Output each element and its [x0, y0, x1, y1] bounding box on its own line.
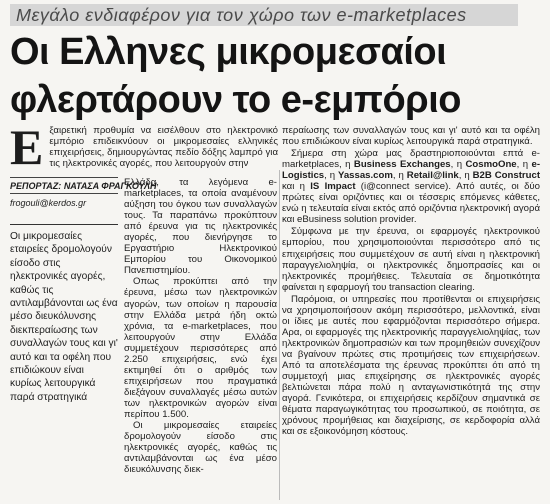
kicker-banner: [10, 4, 518, 26]
sep: , η: [324, 170, 336, 182]
sidebar: [10, 177, 157, 404]
col3-p2-tail: (i@connect service). Από αυτές, οι δύο πρώτες είναι οριζόντιες και οι τέσσερις επόμενες κάθετες, ενώ η τελευταία είναι εκτός από οριζόντια ηλεκτρονική αγορά και eBusiness solution provider.: [282, 181, 540, 226]
brand-retaillink: Retail@link: [406, 170, 459, 182]
brand-is-impact: IS Impact: [310, 181, 356, 193]
article-column-3: [282, 125, 540, 438]
byline-author: ΝΑΤΑΣΑ ΦΡΑΓΚΟΥΛΗ: [63, 181, 157, 191]
sep: και η: [282, 181, 305, 193]
brand-business-exchanges: Business Exchanges: [353, 159, 451, 171]
headline-line-1: Οι Ελληνες μικρομεσαίοι: [10, 31, 447, 73]
intro-paragraph: [10, 119, 278, 175]
article-column-2: [124, 177, 277, 475]
col3-paragraph-4: Παρόμοια, οι υπηρεσίες που προτίθενται οι επιχειρήσεις να χρησιμοποιήσουν ακόμη περισσότερο, μελλοντικά, είναι οι ίδιες με αυτές που εφαρμόζονται περισσότερο σήμερα. Αρα, οι εφαρμογές της ηλεκτρονικής παραγγελιοληψίας, των ηλεκτρονικών δημοπρασιών και των προμηθειών συνεχίζουν να βγαίνουν πρώτες στις προτιμήσεις των επιχειρήσεων. Από τα αποτελέσματα της έρευνας προκύπτει ότι από τη συμμετοχή μιας επιχείρησης σε ηλεκτρονικές αγορές βελτιώνεται πάρα πολύ η ανταγωνιστικότητά της στην αγορά. Γενικότερα, οι επιχειρήσεις κερδίζουν σημαντικά σε θέματα παραγωγικότητας του προσωπικού, σε ποιότητα, σε χρόνους προμήθειας και διαχείρισης, σε κερδοφορία αλλά και σε εξοικονόμηση κόστους.: [282, 293, 540, 438]
sep: , η: [516, 159, 529, 171]
col2-paragraph-2: Οπως προκύπτει από την έρευνα, μέσω των ηλεκτρονικών αγορών, των οποίων η παρουσία στην Ελλάδα μετρά ήδη οκτώ χρόνια, τα e-marketplaces, που λειτουργούν στην Ελλάδα συμμετέχουν περισσότερες από 2.250 επιχειρήσεις, ενώ έχει εκτιμηθεί ότι ο αριθμός των επιχειρήσεων που πραγματικά διεξάγουν συναλλαγές μέσω αυτών των ηλεκτρονικών αγορών είναι περίπου 1.500.: [124, 276, 277, 420]
sep: , η: [458, 170, 470, 182]
brand-cosmoone: CosmoOne: [465, 159, 517, 171]
pull-quote: Οι μικρομεσαίες εταιρείες δρομολογούν είσοδο στις ηλεκτρονικές αγορές, καθώς τις αντιλαμβάνονται ως ένα μέσο διευκόλυνσης διεκπεραίωσης των συναλλαγών τους και γι' αυτό και τα οφέλη που επιδιώκουν είναι κυρίως λειτουργικά παρά στρατηγικά: [10, 224, 118, 404]
col2-paragraph-3: Οι μικρομεσαίες εταιρείες δρομολογούν είσοδο στις ηλεκτρονικές αγορές, καθώς τις αντιλαμβάνονται ως ένα μέσο διευκόλυνσης διεκ-: [124, 420, 277, 476]
drop-cap: Ε: [10, 119, 44, 175]
col3-p2-text: Σήμερα στη χώρα μας δραστηριοποιούνται επτά e-marketplaces, η: [282, 148, 540, 171]
intro-text: ξαιρετική προθυμία να εισέλθουν στο ηλεκτρονικό εμπόριο επιδεικνύουν οι μικρομεσαίες ελληνικές επιχειρήσεις, δημιουργώντας πεδίο δόξης λαμπρό για τις ηλεκτρονικές αγορές, που λειτουργούν στην: [49, 125, 278, 170]
column-divider: [279, 170, 280, 500]
author-email: frogouli@kerdos.gr: [10, 198, 87, 208]
col3-paragraph-3: Σύμφωνα με την έρευνα, οι εφαρμογές ηλεκτρονικού εμπορίου, που χρησιμοποιούνται περισσότερο από τις επιχειρήσεις που συμμετέχουν σε αυτή είναι η ηλεκτρονική παραγγελιοληψία, οι ηλεκτρονικές δημοπρασίες και οι ηλεκτρονικές προμήθειες. Τελευταία σε δημοτικότητα φαίνεται η εφαρμογή του transaction clearing.: [282, 226, 540, 293]
col2-paragraph-1: Ελλάδα, τα λεγόμενα e-marketplaces, τα οποία αναμένουν αύξηση του όγκου των συναλλαγών τους. Τα παραπάνω προκύπτουν από έρευνα για τις ηλεκτρονικές αγορές, που διενήργησε το Εργαστήριο Ηλεκτρονικού Εμπορίου του Οικονομικού Πανεπιστημίου.: [124, 177, 277, 277]
byline: [10, 177, 157, 194]
col3-paragraph-2: [282, 148, 540, 225]
byline-label: ΡΕΠΟΡΤΑΖ:: [10, 181, 62, 191]
brand-b2b-construct: B2B Construct: [472, 170, 541, 182]
headline-line-2: φλερτάρουν το e-εμπόριο: [10, 79, 461, 121]
col3-paragraph-1: περαίωσης των συναλλαγών τους και γι' αυτό και τα οφέλη που επιδιώκουν είναι κυρίως λειτουργικά παρά στρατηγικά.: [282, 125, 540, 148]
sep: , η: [392, 170, 404, 182]
brand-yassas: Yassas.com: [337, 170, 393, 182]
brand-e-logistics: e-Logistics: [282, 159, 541, 182]
kicker-text: Μεγάλο ενδιαφέρον για τον χώρο των e-marketplaces: [16, 5, 467, 25]
sep: , η: [450, 159, 463, 171]
